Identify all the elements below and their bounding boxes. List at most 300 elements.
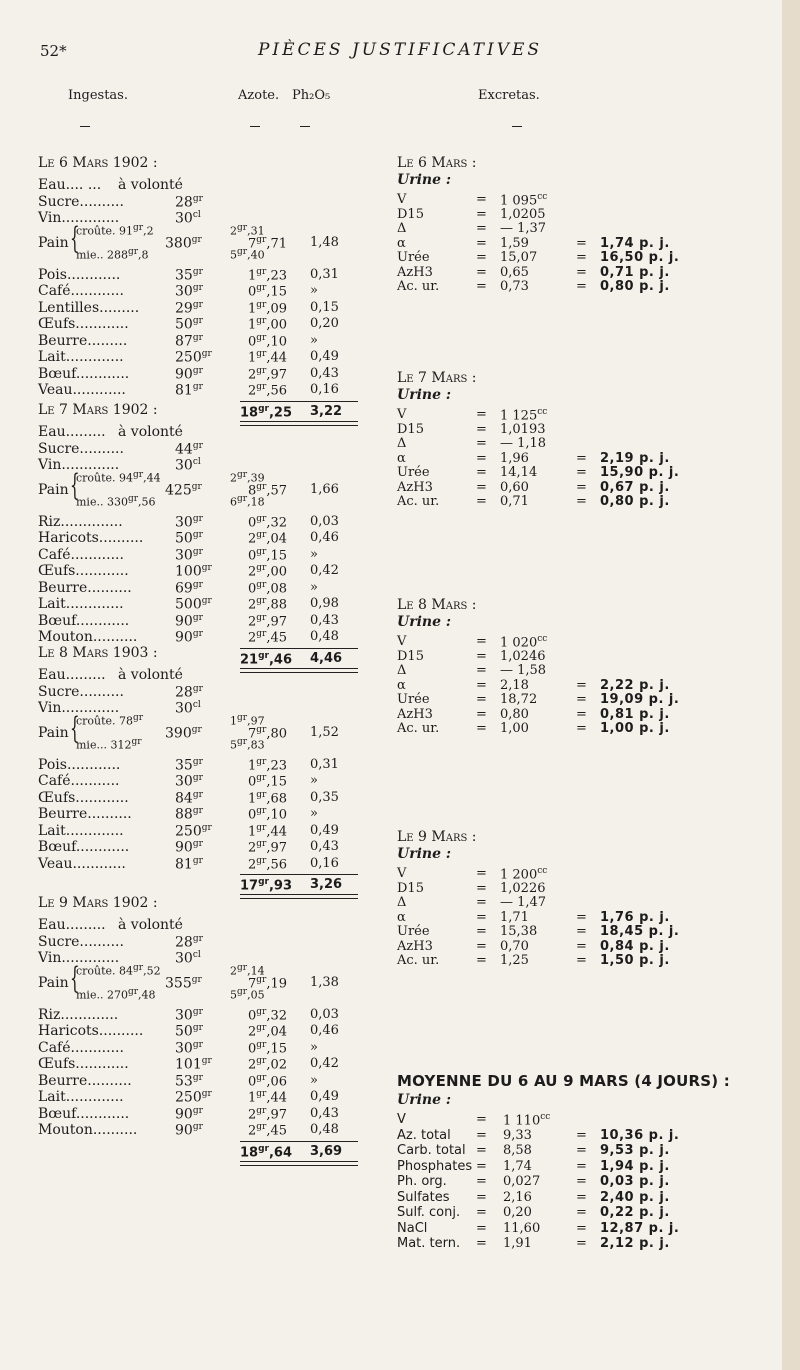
equals-sign: = (476, 421, 487, 437)
equals-sign: = (476, 677, 487, 693)
equals-sign: = (476, 279, 487, 294)
col-header-ingestas: Ingestas. (68, 88, 128, 103)
food-ph2o5: 0,42 (310, 1056, 339, 1071)
food-azote: $2^{gr},56$ (248, 382, 288, 399)
food-ph2o5: 0,03 (310, 1006, 339, 1022)
brace-icon: { (70, 220, 80, 256)
food-label: Bœuf............ (38, 839, 130, 855)
food-ph2o5: 0,43 (310, 1105, 339, 1121)
food-label: Beurre.......... (38, 806, 132, 822)
food-ph2o5: 1,48 (310, 234, 339, 250)
bread-mie-label: mie.. $288^{gr},8$ (76, 246, 149, 262)
food-ph2o5: » (310, 546, 318, 562)
equals-sign: = (576, 924, 587, 939)
brace-icon: { (70, 467, 80, 503)
equals-sign: = (476, 721, 487, 736)
food-ph2o5: 0,49 (310, 349, 339, 364)
measure-label: Δ (397, 663, 407, 678)
food-label: Riz.............. (38, 513, 123, 530)
food-ph2o5: 0,43 (310, 365, 339, 381)
measure-value: — 1,37 (500, 221, 547, 236)
food-azote: $2^{gr},97$ (248, 839, 288, 856)
day-date: Le 9 Mars 1902 : (38, 895, 158, 911)
food-label: Œufs............ (38, 563, 129, 579)
food-qty: $30^{cl}$ (175, 950, 201, 967)
measure-value: 1,74 (503, 1158, 532, 1174)
equals-sign: = (476, 663, 487, 678)
measure-value: 1 $020^{cc}$ (500, 634, 548, 651)
food-ph2o5: 0,46 (310, 530, 339, 545)
food-qty: à volonté (118, 667, 183, 683)
food-azote: $2^{gr},02$ (248, 1056, 288, 1073)
food-azote: $1^{gr},23$ (248, 756, 288, 773)
measure-label: Ac. ur. (397, 279, 440, 294)
food-label: Mouton.......... (38, 1122, 138, 1138)
equals-sign: = (576, 692, 587, 707)
measure-per-day: 9,53 p. j. (600, 1143, 670, 1158)
food-azote: $0^{gr},08$ (248, 579, 288, 596)
measure-value: 14,14 (500, 465, 538, 480)
bread-mie-label: mie.. $270^{gr},48$ (76, 986, 156, 1002)
bread-mie-azote: $5^{gr},40$ (230, 246, 265, 262)
equals-sign: = (476, 1189, 487, 1205)
food-azote: $1^{gr},44$ (248, 1089, 288, 1106)
food-azote: $8^{gr},57$ (248, 481, 288, 498)
food-azote: $7^{gr},19$ (248, 974, 288, 991)
measure-value: 1,0193 (500, 421, 546, 437)
equals-sign: = (476, 1174, 487, 1189)
measure-per-day: 0,03 p. j. (600, 1174, 670, 1189)
measure-value: 1 $110^{cc}$ (503, 1112, 551, 1129)
total-rule (240, 648, 358, 649)
equals-sign: = (476, 924, 487, 939)
measure-label: D15 (397, 648, 424, 664)
page-edge (782, 0, 800, 1370)
food-label: Haricots.......... (38, 1023, 144, 1039)
measure-value: 0,73 (500, 279, 529, 294)
food-ph2o5: 0,15 (310, 299, 339, 315)
food-qty: $425^{gr}$ (165, 481, 202, 499)
equals-sign: = (476, 221, 487, 236)
food-ph2o5: 0,35 (310, 789, 339, 805)
food-azote: $2^{gr},97$ (248, 612, 288, 629)
food-qty: $28^{gr}$ (175, 933, 203, 951)
food-label: Sucre.......... (38, 933, 124, 950)
food-azote: $2^{gr},04$ (248, 1023, 288, 1040)
total-rule (240, 401, 358, 402)
measure-label: V (397, 407, 407, 422)
food-qty: $50^{gr}$ (175, 1023, 203, 1040)
measure-label: V (397, 634, 407, 649)
equals-sign: = (576, 264, 587, 280)
measure-per-day: 1,94 p. j. (600, 1158, 670, 1174)
food-label: Œufs............ (38, 1056, 129, 1072)
equals-sign: = (576, 235, 587, 251)
equals-sign: = (476, 407, 487, 422)
measure-value: 1,0226 (500, 880, 546, 896)
measure-per-day: 2,22 p. j. (600, 677, 670, 693)
measure-per-day: 2,12 p. j. (600, 1236, 670, 1251)
food-ph2o5: » (310, 1072, 318, 1088)
food-label: Œufs............ (38, 789, 129, 806)
food-qty: $390^{gr}$ (165, 724, 202, 742)
food-qty: $84^{gr}$ (175, 789, 203, 807)
food-qty: $101^{gr}$ (175, 1056, 212, 1073)
food-qty: $35^{gr}$ (175, 266, 203, 284)
measure-value: 1,00 (500, 721, 529, 736)
food-ph2o5: » (310, 283, 318, 298)
total-ph2o5: 4,46 (310, 650, 343, 666)
measure-label: V (397, 1112, 406, 1127)
food-azote: $2^{gr},88$ (248, 596, 288, 613)
food-qty: à volonté (118, 177, 183, 193)
day-date: Le 7 Mars 1902 : (38, 402, 158, 418)
measure-label: α (397, 677, 406, 693)
total-ph2o5: 3,26 (310, 877, 343, 892)
measure-value: 1,71 (500, 909, 529, 925)
measure-value: 1,25 (500, 953, 529, 968)
food-label: Café............ (38, 546, 124, 563)
food-ph2o5: 0,31 (310, 266, 339, 282)
urine-label: Urine : (397, 614, 452, 630)
measure-label: Δ (397, 221, 407, 236)
food-label: Eau......... (38, 917, 106, 933)
measure-value: 15,07 (500, 250, 538, 265)
food-label: Pain (38, 974, 69, 991)
bread-mie-azote: $5^{gr},05$ (230, 986, 265, 1002)
equals-sign: = (476, 1205, 487, 1220)
equals-sign: = (476, 1143, 487, 1158)
food-qty: $29^{gr}$ (175, 299, 203, 317)
food-azote: $2^{gr},97$ (248, 1105, 288, 1122)
food-ph2o5: 0,43 (310, 839, 339, 854)
measure-label: V (397, 192, 407, 207)
equals-sign: = (576, 1127, 587, 1143)
urine-label: Urine : (397, 1092, 452, 1108)
brace-icon: { (70, 960, 80, 996)
food-qty: $30^{cl}$ (175, 457, 201, 474)
equals-sign: = (576, 938, 587, 954)
food-qty: $50^{gr}$ (175, 530, 203, 547)
food-azote: $0^{gr},10$ (248, 332, 288, 349)
measure-label: Sulfates (397, 1189, 450, 1205)
measure-per-day: 2,19 p. j. (600, 450, 670, 466)
food-qty: $90^{gr}$ (175, 1122, 203, 1139)
equals-sign: = (476, 706, 487, 722)
equals-sign: = (476, 192, 487, 207)
food-qty: $90^{gr}$ (175, 839, 203, 856)
food-azote: $2^{gr},45$ (248, 1122, 288, 1139)
food-qty: $250^{gr}$ (175, 349, 212, 366)
measure-label: D15 (397, 206, 424, 222)
equals-sign: = (476, 1220, 487, 1236)
measure-label: NaCl (397, 1220, 428, 1236)
food-qty: $90^{gr}$ (175, 365, 203, 383)
equals-sign: = (476, 648, 487, 664)
food-qty: $30^{gr}$ (175, 773, 203, 790)
measure-label: Carb. total (397, 1143, 466, 1158)
food-label: Eau......... (38, 424, 106, 440)
food-azote: $7^{gr},71$ (248, 234, 288, 251)
urine-label: Urine : (397, 387, 452, 403)
measure-value: — 1,18 (500, 436, 547, 451)
measure-label: α (397, 235, 406, 251)
equals-sign: = (476, 465, 487, 480)
food-label: Pain (38, 481, 69, 498)
col-dash (80, 126, 90, 127)
measure-per-day: 1,50 p. j. (600, 953, 670, 968)
food-azote: $1^{gr},44$ (248, 349, 288, 366)
food-label: Lait............. (38, 1089, 124, 1105)
food-label: Eau.... ... (38, 177, 102, 193)
measure-label: AzH3 (397, 264, 433, 280)
food-qty: $90^{gr}$ (175, 612, 203, 630)
equals-sign: = (576, 1158, 587, 1174)
measure-label: Ac. ur. (397, 494, 440, 509)
food-azote: $1^{gr},23$ (248, 266, 288, 283)
food-label: Beurre.......... (38, 579, 132, 596)
measure-value: 1 $095^{cc}$ (500, 192, 548, 209)
measure-label: AzH3 (397, 706, 433, 722)
food-label: Sucre.......... (38, 440, 124, 457)
bread-mie-label: mie... $312^{gr}$ (76, 736, 142, 752)
measure-per-day: 0,71 p. j. (600, 264, 670, 280)
total-azote: $21^{gr},46$ (240, 650, 293, 667)
food-label: Beurre.......... (38, 1072, 132, 1089)
measure-label: Δ (397, 436, 407, 451)
measure-per-day: 10,36 p. j. (600, 1127, 680, 1143)
total-rule (240, 874, 358, 875)
page-title: PIÈCES JUSTIFICATIVES (257, 40, 543, 60)
food-qty: $100^{gr}$ (175, 563, 212, 580)
bread-mie-azote: $5^{gr},83$ (230, 736, 265, 752)
food-label: Bœuf............ (38, 612, 130, 629)
food-qty: $28^{gr}$ (175, 683, 203, 701)
measure-label: Ac. ur. (397, 953, 440, 968)
bread-crust-label: croûte. $91^{gr},2$ (76, 222, 154, 238)
measure-value: 1,0205 (500, 206, 546, 222)
food-ph2o5: 0,31 (310, 756, 339, 772)
food-label: Lentilles......... (38, 299, 140, 316)
measure-value: 0,027 (503, 1174, 541, 1189)
food-ph2o5: » (310, 579, 318, 595)
food-qty: $380^{gr}$ (165, 234, 202, 252)
measure-label: Urée (397, 250, 430, 265)
equals-sign: = (476, 1236, 487, 1251)
food-azote: $1^{gr},68$ (248, 789, 288, 806)
food-label: Lait............. (38, 596, 124, 612)
measure-value: 1,96 (500, 450, 529, 466)
measure-value: 1 $125^{cc}$ (500, 407, 548, 424)
food-ph2o5: » (310, 332, 318, 348)
food-ph2o5: 0,03 (310, 513, 339, 529)
food-azote: $7^{gr},80$ (248, 724, 288, 741)
equals-sign: = (576, 1174, 587, 1189)
food-azote: $2^{gr},04$ (248, 530, 288, 547)
day-date: Le 6 Mars : (397, 155, 477, 171)
total-rule (240, 1141, 358, 1142)
measure-per-day: 0,80 p. j. (600, 494, 670, 509)
measure-per-day: 16,50 p. j. (600, 250, 680, 265)
food-label: Riz............. (38, 1006, 119, 1023)
equals-sign: = (476, 1127, 487, 1143)
brace-icon: { (70, 710, 80, 746)
food-qty: $44^{gr}$ (175, 440, 203, 458)
measure-per-day: 0,22 p. j. (600, 1205, 670, 1220)
bread-crust-azote: $1^{gr},97$ (230, 712, 265, 728)
food-azote: $0^{gr},06$ (248, 1072, 288, 1089)
col-dash (250, 126, 260, 127)
food-qty: $500^{gr}$ (175, 596, 212, 613)
food-ph2o5: 0,42 (310, 563, 339, 578)
food-ph2o5: 1,52 (310, 724, 339, 740)
equals-sign: = (476, 479, 487, 495)
food-azote: $1^{gr},00$ (248, 316, 288, 333)
food-azote: $0^{gr},15$ (248, 546, 288, 563)
food-label: Œufs............ (38, 316, 129, 332)
food-qty: $35^{gr}$ (175, 756, 203, 774)
equals-sign: = (576, 721, 587, 736)
equals-sign: = (576, 953, 587, 968)
measure-value: 1,0246 (500, 648, 546, 664)
measure-value: 0,80 (500, 706, 529, 722)
food-azote: $2^{gr},97$ (248, 365, 288, 382)
equals-sign: = (476, 250, 487, 265)
bread-crust-azote: $2^{gr},39$ (230, 469, 265, 485)
bread-crust-azote: $2^{gr},14$ (230, 962, 265, 978)
food-label: Pain (38, 234, 69, 251)
equals-sign: = (576, 465, 587, 480)
food-label: Sucre.......... (38, 193, 124, 210)
equals-sign: = (476, 880, 487, 896)
food-label: Vin............. (38, 210, 120, 226)
equals-sign: = (576, 450, 587, 466)
food-label: Café........... (38, 773, 120, 789)
measure-per-day: 15,90 p. j. (600, 465, 680, 480)
measure-value: 2,16 (503, 1189, 532, 1205)
measure-value: 0,60 (500, 479, 529, 495)
total-ph2o5: 3,22 (310, 403, 343, 419)
food-ph2o5: 0,16 (310, 855, 339, 871)
measure-value: 1,91 (503, 1236, 532, 1251)
food-label: Pois............ (38, 756, 121, 773)
food-qty: $30^{gr}$ (175, 1039, 203, 1057)
measure-label: Az. total (397, 1127, 451, 1143)
total-azote: $18^{gr},64$ (240, 1143, 293, 1160)
equals-sign: = (576, 677, 587, 693)
equals-sign: = (476, 436, 487, 451)
food-qty: à volonté (118, 917, 183, 933)
measure-per-day: 1,76 p. j. (600, 909, 670, 925)
measure-value: 0,20 (503, 1205, 532, 1220)
equals-sign: = (576, 250, 587, 265)
equals-sign: = (576, 1236, 587, 1251)
food-ph2o5: 0,43 (310, 612, 339, 628)
equals-sign: = (576, 1143, 587, 1158)
measure-label: Urée (397, 465, 430, 480)
day-date: Le 8 Mars : (397, 597, 477, 613)
equals-sign: = (476, 494, 487, 509)
food-qty: $87^{gr}$ (175, 332, 203, 350)
measure-value: 0,71 (500, 494, 529, 509)
equals-sign: = (576, 1189, 587, 1205)
food-qty: $88^{gr}$ (175, 806, 203, 823)
total-double-rule (240, 668, 358, 673)
equals-sign: = (476, 450, 487, 466)
food-label: Veau............ (38, 855, 126, 872)
bread-crust-azote: $2^{gr},31$ (230, 222, 265, 238)
food-label: Vin............. (38, 950, 120, 966)
measure-per-day: 1,00 p. j. (600, 721, 670, 736)
col-header-azote: Azote. (238, 88, 280, 103)
food-label: Café............ (38, 283, 124, 299)
measure-label: Phosphates (397, 1158, 473, 1174)
measure-value: — 1,47 (500, 895, 547, 910)
measure-per-day: 18,45 p. j. (600, 924, 680, 939)
food-label: Pain (38, 724, 69, 741)
measure-value: 1,59 (500, 235, 529, 251)
measure-value: 0,65 (500, 264, 529, 280)
food-qty: $30^{cl}$ (175, 210, 201, 227)
food-label: Mouton.......... (38, 629, 138, 645)
measure-value: 1 $200^{cc}$ (500, 866, 548, 883)
equals-sign: = (476, 909, 487, 925)
food-qty: $69^{gr}$ (175, 579, 203, 597)
food-qty: $30^{gr}$ (175, 283, 203, 300)
food-label: Veau............ (38, 382, 126, 398)
food-qty: $28^{gr}$ (175, 193, 203, 211)
food-ph2o5: » (310, 1039, 318, 1055)
food-qty: $250^{gr}$ (175, 1089, 212, 1106)
food-ph2o5: 0,20 (310, 316, 339, 331)
equals-sign: = (476, 895, 487, 910)
page-number: 52* (40, 42, 67, 60)
measure-label: Urée (397, 692, 430, 707)
food-label: Beurre......... (38, 332, 128, 349)
urine-label: Urine : (397, 846, 452, 862)
food-azote: $0^{gr},32$ (248, 1006, 288, 1023)
total-double-rule (240, 421, 358, 426)
measure-per-day: 0,67 p. j. (600, 479, 670, 495)
food-qty: $90^{gr}$ (175, 629, 203, 646)
bread-crust-label: croûte. $78^{gr}$ (76, 712, 144, 728)
total-azote: $17^{gr},93$ (240, 877, 293, 894)
measure-value: 2,18 (500, 677, 529, 693)
food-qty: $81^{gr}$ (175, 855, 203, 873)
food-ph2o5: 0,49 (310, 822, 339, 838)
food-ph2o5: 0,16 (310, 382, 339, 397)
bread-mie-azote: $6^{gr},18$ (230, 493, 265, 509)
measure-label: D15 (397, 421, 424, 437)
food-label: Pois............ (38, 266, 121, 283)
food-azote: $2^{gr},00$ (248, 563, 288, 580)
total-double-rule (240, 1161, 358, 1166)
food-azote: $0^{gr},15$ (248, 283, 288, 300)
food-ph2o5: 0,46 (310, 1023, 339, 1038)
equals-sign: = (576, 494, 587, 509)
day-date: Le 7 Mars : (397, 370, 477, 386)
measure-value: 18,72 (500, 692, 538, 707)
bread-mie-label: mie.. $330^{gr},56$ (76, 493, 156, 509)
equals-sign: = (476, 1158, 487, 1174)
food-label: Lait............. (38, 822, 124, 839)
food-label: Café............ (38, 1039, 124, 1056)
total-azote: $18^{gr},25$ (240, 403, 293, 420)
equals-sign: = (476, 206, 487, 222)
urine-label: Urine : (397, 172, 452, 188)
col-header-ph2o5: Ph₂O₅ (292, 88, 331, 103)
measure-value: 11,60 (503, 1220, 541, 1236)
